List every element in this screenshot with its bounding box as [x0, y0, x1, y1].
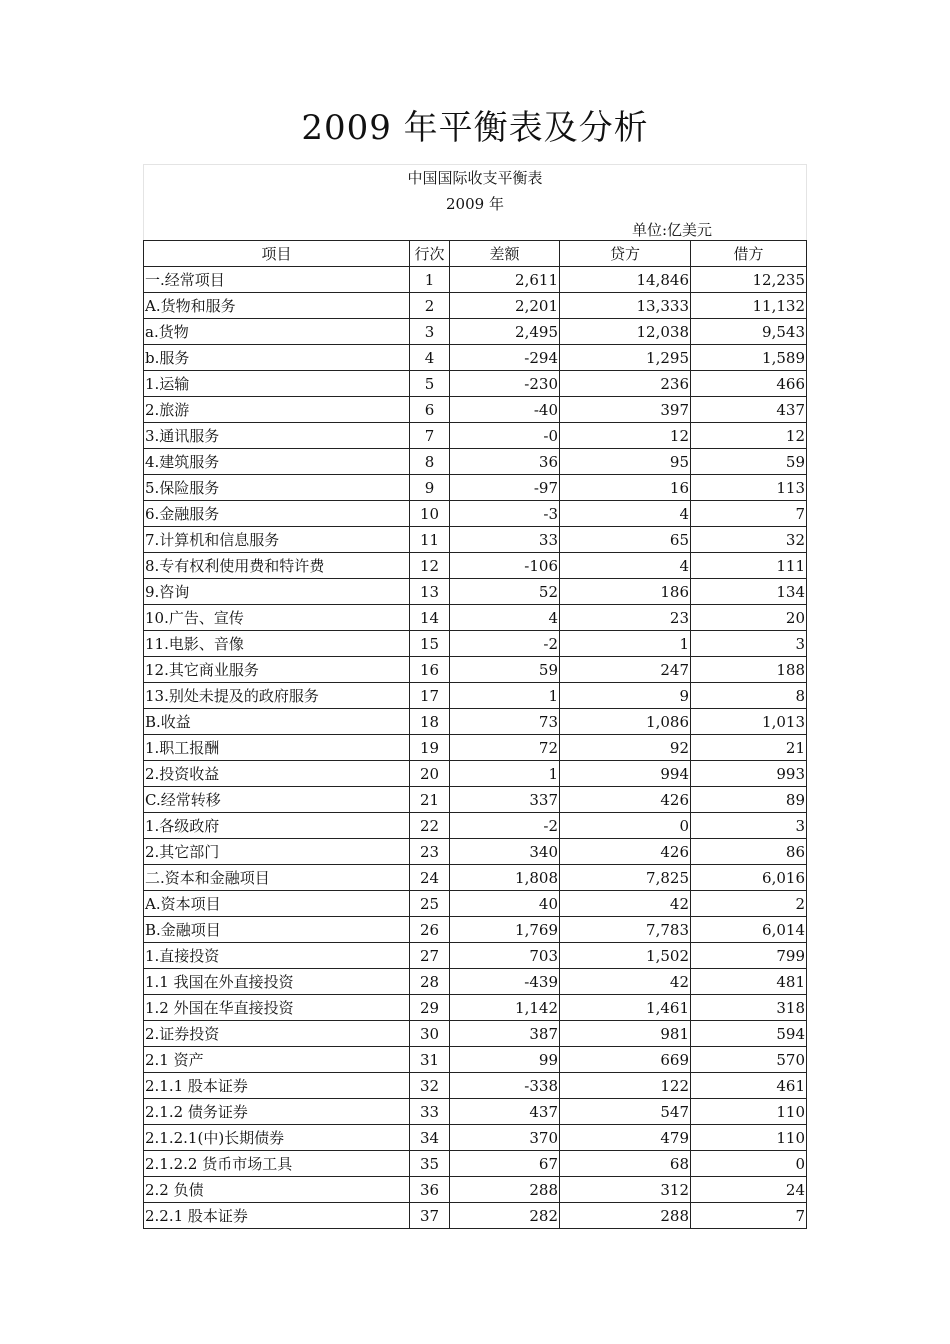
cell-credit: 14,846: [560, 267, 691, 293]
cell-item: 1.职工报酬: [144, 735, 410, 761]
cell-item: A.货物和服务: [144, 293, 410, 319]
cell-item: 6.金融服务: [144, 501, 410, 527]
cell-row-number: 19: [410, 735, 450, 761]
cell-row-number: 3: [410, 319, 450, 345]
cell-row-number: 18: [410, 709, 450, 735]
table-row: [144, 293, 807, 319]
cell-credit: 236: [560, 371, 691, 397]
cell-row-number: 15: [410, 631, 450, 657]
cell-debit: 3: [691, 813, 807, 839]
cell-credit: 23: [560, 605, 691, 631]
cell-balance: 1,142: [450, 995, 560, 1021]
cell-debit: 7: [691, 1203, 807, 1229]
cell-row-number: 8: [410, 449, 450, 475]
cell-debit: 3: [691, 631, 807, 657]
cell-row-number: 22: [410, 813, 450, 839]
cell-balance: 52: [450, 579, 560, 605]
cell-row-number: 10: [410, 501, 450, 527]
cell-row-number: 20: [410, 761, 450, 787]
table-row: [144, 917, 807, 943]
cell-row-number: 5: [410, 371, 450, 397]
table-row: [144, 579, 807, 605]
cell-debit: 6,016: [691, 865, 807, 891]
cell-credit: 186: [560, 579, 691, 605]
cell-credit: 547: [560, 1099, 691, 1125]
cell-debit: 113: [691, 475, 807, 501]
table-row: [144, 423, 807, 449]
cell-balance: 36: [450, 449, 560, 475]
cell-item: 一.经常项目: [144, 267, 410, 293]
cell-row-number: 6: [410, 397, 450, 423]
cell-debit: 1,013: [691, 709, 807, 735]
cell-credit: 4: [560, 553, 691, 579]
cell-balance: -97: [450, 475, 560, 501]
cell-item: 7.计算机和信息服务: [144, 527, 410, 553]
cell-debit: 466: [691, 371, 807, 397]
cell-item: 2.2 负债: [144, 1177, 410, 1203]
cell-row-number: 34: [410, 1125, 450, 1151]
cell-balance: 437: [450, 1099, 560, 1125]
cell-row-number: 35: [410, 1151, 450, 1177]
cell-row-number: 2: [410, 293, 450, 319]
cell-debit: 799: [691, 943, 807, 969]
cell-balance: -2: [450, 813, 560, 839]
cell-row-number: 26: [410, 917, 450, 943]
cell-debit: 188: [691, 657, 807, 683]
cell-credit: 0: [560, 813, 691, 839]
column-header-balance: 差额: [450, 241, 560, 267]
cell-debit: 20: [691, 605, 807, 631]
cell-debit: 461: [691, 1073, 807, 1099]
cell-balance: -294: [450, 345, 560, 371]
table-row: [144, 319, 807, 345]
table-row: [144, 865, 807, 891]
cell-credit: 1,461: [560, 995, 691, 1021]
cell-credit: 288: [560, 1203, 691, 1229]
table-row: [144, 1203, 807, 1229]
cell-item: 1.2 外国在华直接投资: [144, 995, 410, 1021]
cell-balance: 703: [450, 943, 560, 969]
cell-row-number: 21: [410, 787, 450, 813]
cell-debit: 318: [691, 995, 807, 1021]
cell-balance: 337: [450, 787, 560, 813]
cell-credit: 13,333: [560, 293, 691, 319]
table-row: [144, 709, 807, 735]
cell-balance: -3: [450, 501, 560, 527]
table-row: [144, 631, 807, 657]
cell-debit: 993: [691, 761, 807, 787]
cell-debit: 110: [691, 1099, 807, 1125]
table-body: [144, 267, 807, 1229]
cell-item: a.货物: [144, 319, 410, 345]
cell-debit: 21: [691, 735, 807, 761]
cell-item: A.资本项目: [144, 891, 410, 917]
table-row: [144, 527, 807, 553]
cell-debit: 111: [691, 553, 807, 579]
cell-credit: 42: [560, 891, 691, 917]
table-row: [144, 1177, 807, 1203]
cell-item: 1.运输: [144, 371, 410, 397]
cell-balance: 288: [450, 1177, 560, 1203]
cell-row-number: 25: [410, 891, 450, 917]
cell-credit: 994: [560, 761, 691, 787]
cell-debit: 134: [691, 579, 807, 605]
cell-row-number: 12: [410, 553, 450, 579]
cell-row-number: 13: [410, 579, 450, 605]
balance-of-payments-table: [143, 240, 807, 1229]
cell-item: 1.各级政府: [144, 813, 410, 839]
cell-item: 4.建筑服务: [144, 449, 410, 475]
cell-credit: 9: [560, 683, 691, 709]
table-row: [144, 657, 807, 683]
cell-row-number: 33: [410, 1099, 450, 1125]
cell-balance: -40: [450, 397, 560, 423]
cell-item: 1.直接投资: [144, 943, 410, 969]
column-header-credit: 贷方: [560, 241, 691, 267]
cell-debit: 59: [691, 449, 807, 475]
document-title: 2009 年平衡表及分析: [301, 108, 649, 148]
cell-balance: -0: [450, 423, 560, 449]
table-row: [144, 371, 807, 397]
cell-debit: 32: [691, 527, 807, 553]
table-row: [144, 1125, 807, 1151]
cell-balance: 1: [450, 761, 560, 787]
cell-item: 2.1.2 债务证券: [144, 1099, 410, 1125]
cell-row-number: 28: [410, 969, 450, 995]
cell-debit: 1,589: [691, 345, 807, 371]
table-row: [144, 345, 807, 371]
cell-debit: 6,014: [691, 917, 807, 943]
cell-credit: 68: [560, 1151, 691, 1177]
table-row: [144, 475, 807, 501]
cell-balance: -2: [450, 631, 560, 657]
table-row: [144, 839, 807, 865]
cell-balance: 99: [450, 1047, 560, 1073]
cell-item: 13.别处未提及的政府服务: [144, 683, 410, 709]
cell-item: 11.电影、音像: [144, 631, 410, 657]
cell-debit: 481: [691, 969, 807, 995]
cell-credit: 1,086: [560, 709, 691, 735]
cell-credit: 426: [560, 839, 691, 865]
cell-row-number: 23: [410, 839, 450, 865]
cell-balance: -439: [450, 969, 560, 995]
cell-row-number: 29: [410, 995, 450, 1021]
cell-credit: 981: [560, 1021, 691, 1047]
cell-credit: 12,038: [560, 319, 691, 345]
cell-balance: 387: [450, 1021, 560, 1047]
cell-debit: 0: [691, 1151, 807, 1177]
cell-row-number: 1: [410, 267, 450, 293]
cell-row-number: 27: [410, 943, 450, 969]
cell-row-number: 36: [410, 1177, 450, 1203]
cell-row-number: 16: [410, 657, 450, 683]
table-row: [144, 449, 807, 475]
cell-credit: 42: [560, 969, 691, 995]
cell-balance: 67: [450, 1151, 560, 1177]
cell-credit: 426: [560, 787, 691, 813]
cell-credit: 65: [560, 527, 691, 553]
table-row: [144, 683, 807, 709]
table-row: [144, 735, 807, 761]
cell-debit: 24: [691, 1177, 807, 1203]
cell-credit: 1,295: [560, 345, 691, 371]
cell-item: 2.1.2.2 货币市场工具: [144, 1151, 410, 1177]
cell-debit: 89: [691, 787, 807, 813]
table-row: [144, 761, 807, 787]
cell-debit: 2: [691, 891, 807, 917]
cell-balance: 1: [450, 683, 560, 709]
table-row: [144, 1099, 807, 1125]
sheet-header: [143, 164, 807, 243]
cell-credit: 7,783: [560, 917, 691, 943]
cell-row-number: 11: [410, 527, 450, 553]
cell-balance: -106: [450, 553, 560, 579]
cell-row-number: 32: [410, 1073, 450, 1099]
table-row: [144, 969, 807, 995]
cell-row-number: 4: [410, 345, 450, 371]
cell-item: 2.1 资产: [144, 1047, 410, 1073]
table-row: [144, 1047, 807, 1073]
cell-item: 3.通讯服务: [144, 423, 410, 449]
cell-debit: 86: [691, 839, 807, 865]
cell-item: 2.证券投资: [144, 1021, 410, 1047]
cell-credit: 669: [560, 1047, 691, 1073]
cell-balance: 59: [450, 657, 560, 683]
cell-balance: 73: [450, 709, 560, 735]
cell-item: 2.旅游: [144, 397, 410, 423]
table-row: [144, 553, 807, 579]
column-header-debit: 借方: [691, 241, 807, 267]
cell-item: 2.1.1 股本证券: [144, 1073, 410, 1099]
cell-item: 二.资本和金融项目: [144, 865, 410, 891]
cell-item: 2.投资收益: [144, 761, 410, 787]
cell-item: 9.咨询: [144, 579, 410, 605]
cell-row-number: 14: [410, 605, 450, 631]
cell-item: B.金融项目: [144, 917, 410, 943]
cell-balance: 40: [450, 891, 560, 917]
cell-balance: -230: [450, 371, 560, 397]
cell-item: 5.保险服务: [144, 475, 410, 501]
cell-item: B.收益: [144, 709, 410, 735]
cell-credit: 479: [560, 1125, 691, 1151]
cell-balance: 340: [450, 839, 560, 865]
cell-row-number: 24: [410, 865, 450, 891]
table-row: [144, 1073, 807, 1099]
table-row: [144, 1151, 807, 1177]
cell-row-number: 17: [410, 683, 450, 709]
cell-debit: 12,235: [691, 267, 807, 293]
cell-item: 2.1.2.1(中)长期债券: [144, 1125, 410, 1151]
cell-item: b.服务: [144, 345, 410, 371]
table-row: [144, 501, 807, 527]
cell-credit: 122: [560, 1073, 691, 1099]
cell-balance: 2,201: [450, 293, 560, 319]
table-header-row: [144, 241, 807, 267]
cell-debit: 12: [691, 423, 807, 449]
cell-item: 1.1 我国在外直接投资: [144, 969, 410, 995]
cell-balance: 33: [450, 527, 560, 553]
table-row: [144, 397, 807, 423]
table-row: [144, 787, 807, 813]
cell-item: 10.广告、宣传: [144, 605, 410, 631]
cell-debit: 11,132: [691, 293, 807, 319]
column-header-item: 项目: [144, 241, 410, 267]
table-heading: 中国国际收支平衡表: [407, 169, 543, 187]
column-header-row-number: 行次: [410, 241, 450, 267]
cell-balance: 370: [450, 1125, 560, 1151]
cell-item: 8.专有权利使用费和特许费: [144, 553, 410, 579]
cell-item: C.经常转移: [144, 787, 410, 813]
cell-credit: 92: [560, 735, 691, 761]
table-row: [144, 995, 807, 1021]
cell-row-number: 30: [410, 1021, 450, 1047]
cell-row-number: 37: [410, 1203, 450, 1229]
table-row: [144, 605, 807, 631]
cell-row-number: 7: [410, 423, 450, 449]
table-row: [144, 267, 807, 293]
cell-balance: 1,808: [450, 865, 560, 891]
table-row: [144, 813, 807, 839]
cell-balance: -338: [450, 1073, 560, 1099]
cell-credit: 16: [560, 475, 691, 501]
cell-row-number: 31: [410, 1047, 450, 1073]
cell-debit: 8: [691, 683, 807, 709]
cell-balance: 4: [450, 605, 560, 631]
table-row: [144, 891, 807, 917]
cell-item: 12.其它商业服务: [144, 657, 410, 683]
cell-credit: 4: [560, 501, 691, 527]
cell-debit: 437: [691, 397, 807, 423]
table-row: [144, 943, 807, 969]
cell-credit: 95: [560, 449, 691, 475]
cell-credit: 397: [560, 397, 691, 423]
cell-credit: 1: [560, 631, 691, 657]
unit-label: 单位:亿美元: [632, 221, 713, 239]
cell-row-number: 9: [410, 475, 450, 501]
table-year: 2009 年: [446, 195, 504, 213]
cell-debit: 9,543: [691, 319, 807, 345]
cell-balance: 2,495: [450, 319, 560, 345]
cell-debit: 7: [691, 501, 807, 527]
cell-balance: 2,611: [450, 267, 560, 293]
cell-item: 2.其它部门: [144, 839, 410, 865]
cell-item: 2.2.1 股本证券: [144, 1203, 410, 1229]
cell-balance: 1,769: [450, 917, 560, 943]
cell-balance: 72: [450, 735, 560, 761]
cell-credit: 12: [560, 423, 691, 449]
cell-debit: 570: [691, 1047, 807, 1073]
cell-debit: 110: [691, 1125, 807, 1151]
table-row: [144, 1021, 807, 1047]
cell-credit: 7,825: [560, 865, 691, 891]
cell-credit: 247: [560, 657, 691, 683]
cell-balance: 282: [450, 1203, 560, 1229]
cell-credit: 312: [560, 1177, 691, 1203]
cell-debit: 594: [691, 1021, 807, 1047]
cell-credit: 1,502: [560, 943, 691, 969]
